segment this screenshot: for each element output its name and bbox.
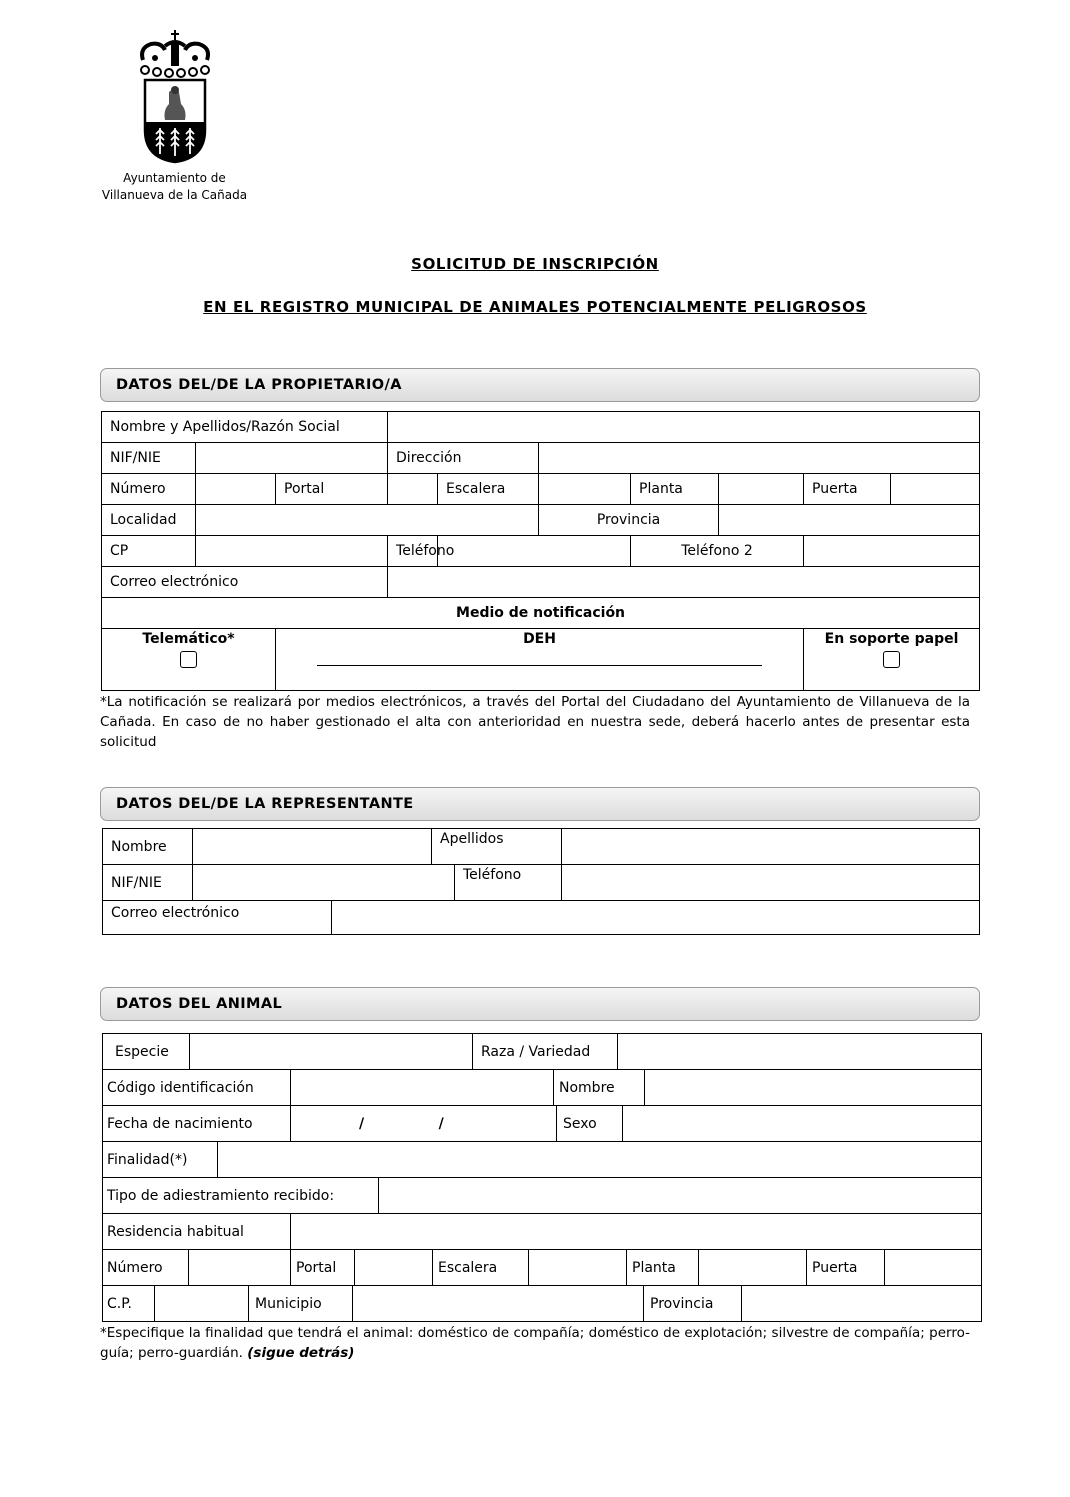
training-input[interactable] [379, 1178, 982, 1214]
owner-phone-label: Teléfono [388, 536, 438, 567]
animal-name-label: Nombre [554, 1070, 645, 1106]
owner-portal-label: Portal [276, 474, 388, 505]
owner-name-label: Nombre y Apellidos/Razón Social [102, 412, 388, 443]
rep-surname-input[interactable] [562, 829, 980, 865]
animal-portal-label: Portal [291, 1250, 355, 1286]
rep-nif-label: NIF/NIE [103, 865, 193, 901]
animal-stair-label: Escalera [433, 1250, 529, 1286]
deh-label: DEH [523, 631, 556, 647]
representative-section-header [100, 787, 980, 821]
form-title: SOLICITUD DE INSCRIPCIÓN [411, 255, 659, 273]
org-name-line1: Ayuntamiento de [123, 171, 226, 185]
municipality-input[interactable] [353, 1286, 644, 1322]
owner-phone-input[interactable] [438, 536, 631, 567]
paper-option[interactable] [804, 629, 980, 691]
form-subtitle: EN EL REGISTRO MUNICIPAL DE ANIMALES POTENCIALMENTE PELIGROSOS [203, 298, 867, 316]
owner-stair-input[interactable] [539, 474, 631, 505]
animal-row-birth [102, 1105, 982, 1142]
animal-row-purpose [102, 1141, 982, 1178]
animal-stair-input[interactable] [529, 1250, 627, 1286]
animal-number-input[interactable] [189, 1250, 291, 1286]
sex-label: Sexo [557, 1106, 623, 1142]
date-separator-2: / [438, 1115, 444, 1132]
deh-input-line[interactable] [317, 665, 762, 666]
purpose-input[interactable] [218, 1142, 982, 1178]
rep-email-input[interactable] [332, 901, 980, 935]
owner-cp-input[interactable] [196, 536, 388, 567]
notification-method-label: Medio de notificación [102, 598, 980, 629]
date-separator-1: / [359, 1115, 365, 1132]
representative-section-title: DATOS DEL/DE LA REPRESENTANTE [116, 796, 414, 812]
owner-province-input[interactable] [719, 505, 980, 536]
rep-nif-input[interactable] [193, 865, 455, 901]
purpose-label: Finalidad(*) [103, 1142, 218, 1178]
breed-label: Raza / Variedad [473, 1034, 618, 1070]
animal-cp-label: C.P. [103, 1286, 155, 1322]
deh-option[interactable] [276, 629, 804, 691]
owner-phone2-label: Teléfono 2 [631, 536, 804, 567]
owner-email-label: Correo electrónico [102, 567, 388, 598]
owner-portal-input[interactable] [388, 474, 438, 505]
owner-floor-label: Planta [631, 474, 719, 505]
paper-checkbox[interactable] [883, 651, 900, 668]
animal-door-input[interactable] [885, 1250, 982, 1286]
rep-name-input[interactable] [193, 829, 432, 865]
owner-locality-input[interactable] [196, 505, 539, 536]
residence-input[interactable] [291, 1214, 982, 1250]
animal-number-label: Número [103, 1250, 189, 1286]
owner-number-input[interactable] [196, 474, 276, 505]
owner-address-input[interactable] [539, 443, 980, 474]
animal-floor-label: Planta [627, 1250, 699, 1286]
notification-note: *La notificación se realizará por medios electrónicos, a través del Portal del Ciudadano del Ayuntamiento de Villanueva de la Cañada. En caso de no haber gestionado el alta con anterioridad en nuestra sede, deberá hacerlo antes de presentar esta solicitud [100, 694, 970, 750]
species-label: Especie [103, 1034, 190, 1070]
rep-phone-label: Teléfono [455, 865, 562, 901]
rep-surname-label: Apellidos [432, 829, 562, 865]
training-label: Tipo de adiestramiento recibido: [103, 1178, 379, 1214]
species-input[interactable] [190, 1034, 473, 1070]
owner-name-input[interactable] [388, 412, 980, 443]
owner-phone2-input[interactable] [804, 536, 980, 567]
paper-label: En soporte papel [824, 631, 959, 647]
rep-phone-input[interactable] [562, 865, 980, 901]
animal-row-code [102, 1069, 982, 1106]
owner-email-input[interactable] [388, 567, 980, 598]
owner-floor-input[interactable] [719, 474, 804, 505]
animal-row-residence [102, 1213, 982, 1250]
animal-floor-input[interactable] [699, 1250, 807, 1286]
birth-label: Fecha de nacimiento [103, 1106, 291, 1142]
owner-cp-label: CP [102, 536, 196, 567]
owner-number-label: Número [102, 474, 196, 505]
owner-nif-label: NIF/NIE [102, 443, 196, 474]
owner-section-header [100, 368, 980, 402]
animal-province-input[interactable] [742, 1286, 982, 1322]
telematic-checkbox[interactable] [180, 651, 197, 668]
residence-label: Residencia habitual [103, 1214, 291, 1250]
animal-section-title: DATOS DEL ANIMAL [116, 996, 283, 1012]
animal-name-input[interactable] [645, 1070, 982, 1106]
municipality-label: Municipio [249, 1286, 353, 1322]
animal-row-address [102, 1249, 982, 1286]
sex-input[interactable] [623, 1106, 982, 1142]
telematic-label: Telemático* [142, 631, 235, 647]
animal-cp-input[interactable] [155, 1286, 249, 1322]
animal-row-training [102, 1177, 982, 1214]
owner-province-label: Provincia [539, 505, 719, 536]
animal-row-species [102, 1033, 982, 1070]
municipal-coat-of-arms-logo [135, 30, 215, 165]
code-label: Código identificación [103, 1070, 291, 1106]
breed-input[interactable] [618, 1034, 982, 1070]
animal-row-location [102, 1285, 982, 1322]
representative-table [102, 828, 980, 935]
owner-table [101, 411, 980, 691]
animal-portal-input[interactable] [355, 1250, 433, 1286]
owner-section-title: DATOS DEL/DE LA PROPIETARIO/A [116, 377, 402, 393]
org-name-line2: Villanueva de la Cañada [101, 188, 248, 202]
owner-door-input[interactable] [891, 474, 980, 505]
owner-locality-label: Localidad [102, 505, 196, 536]
rep-email-label: Correo electrónico [103, 901, 332, 935]
continue-on-back-text: (sigue detrás) [247, 1345, 355, 1361]
owner-address-label: Dirección [388, 443, 539, 474]
owner-door-label: Puerta [804, 474, 891, 505]
animal-section-header [100, 987, 980, 1021]
animal-province-label: Provincia [644, 1286, 742, 1322]
purpose-note [100, 1323, 970, 1363]
code-input[interactable] [291, 1070, 554, 1106]
animal-door-label: Puerta [807, 1250, 885, 1286]
owner-stair-label: Escalera [438, 474, 539, 505]
purpose-note-text: *Especifique la finalidad que tendrá el animal: doméstico de compañía; doméstico de explotación; silvestre de compañía; perro-guía; perro-guardián. [100, 1325, 970, 1361]
telematic-option[interactable] [102, 629, 276, 691]
owner-nif-input[interactable] [196, 443, 388, 474]
birth-input[interactable] [291, 1106, 557, 1142]
rep-name-label: Nombre [103, 829, 193, 865]
